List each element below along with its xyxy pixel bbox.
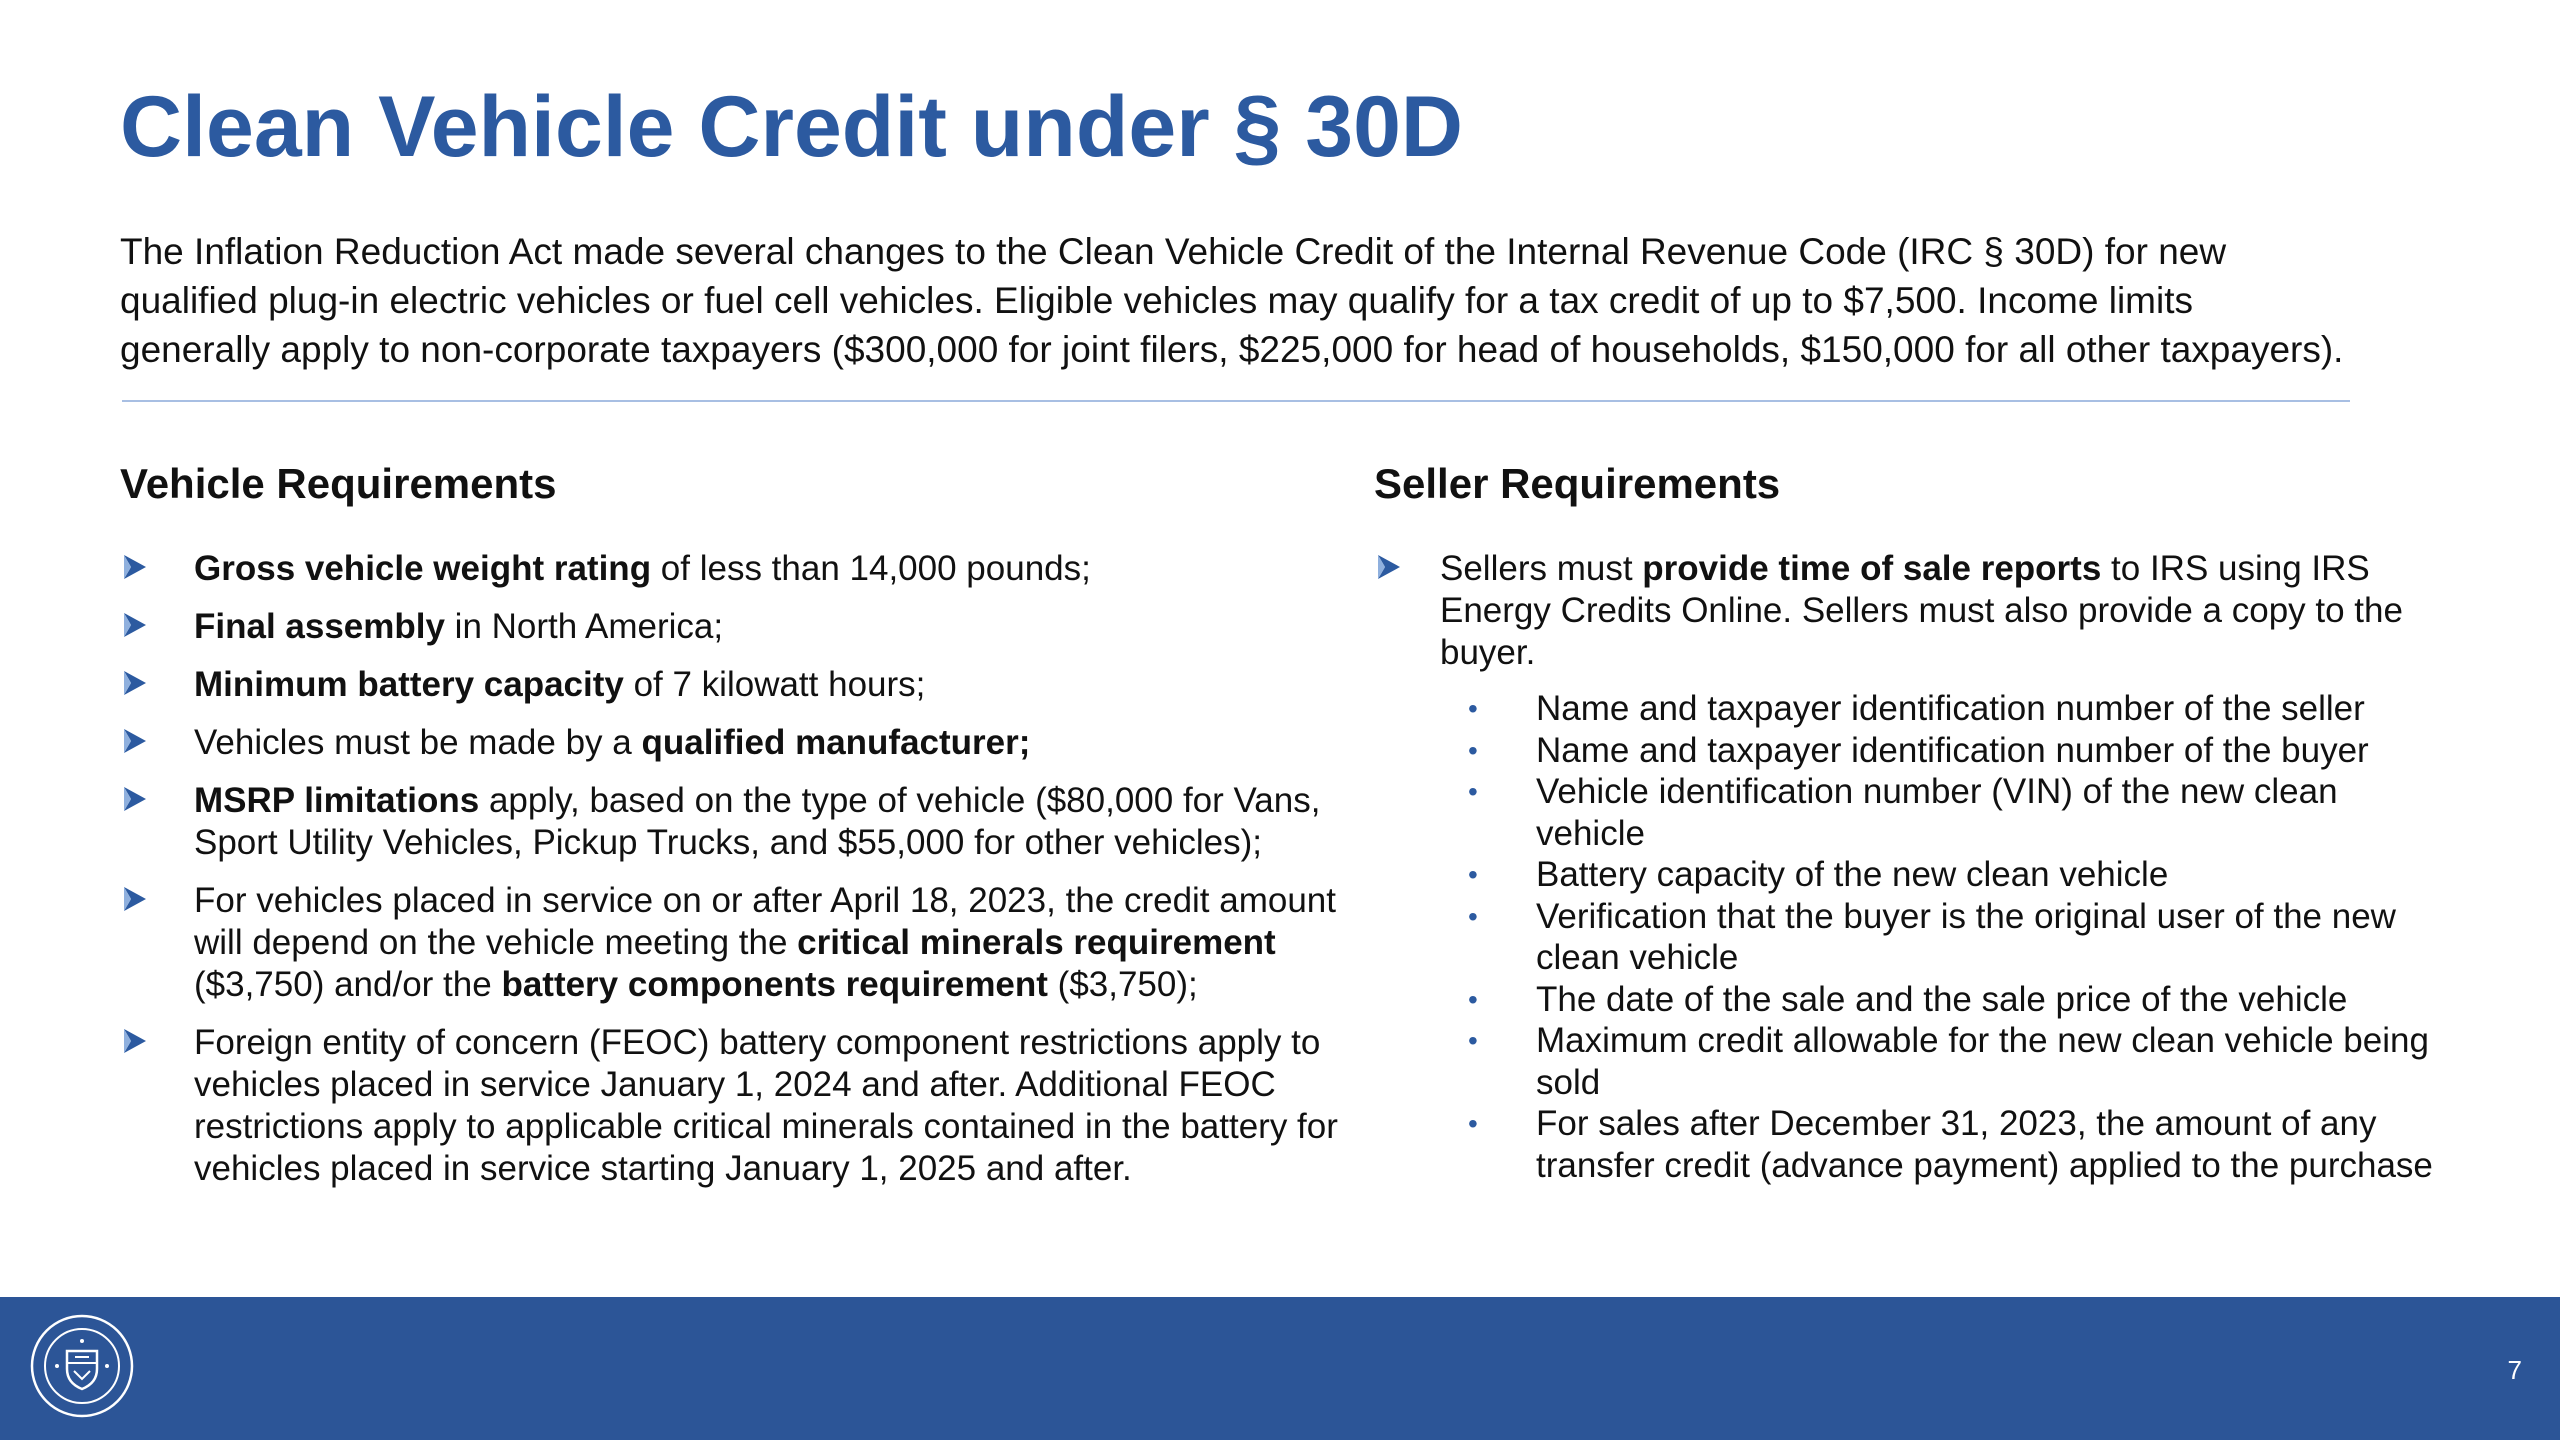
vehicle-requirements-heading: Vehicle Requirements — [120, 460, 557, 507]
arrow-bullet-icon — [1376, 552, 1402, 582]
sub-item-text: Verification that the buyer is the original user of the new clean vehicle — [1536, 896, 2396, 977]
item-text: ($3,750); — [1047, 965, 1198, 1004]
bold-text: critical minerals requirement — [797, 923, 1276, 962]
sub-item-text: Name and taxpayer identification number of the seller — [1536, 689, 2365, 728]
bullet-dot-icon: • — [1468, 693, 1478, 724]
list-item — [120, 722, 1350, 764]
list-item — [120, 606, 1350, 648]
list-item — [120, 1022, 1350, 1190]
slide-title: Clean Vehicle Credit under § 30D — [120, 79, 1464, 175]
sub-item-text: The date of the sale and the sale price of the vehicle — [1536, 979, 2348, 1019]
list-item — [120, 548, 1350, 590]
item-text: For vehicles placed in service on or after April 18, 2023, the credit amount will depend on the vehicle meeting the — [194, 881, 1336, 962]
arrow-bullet-icon — [122, 668, 148, 698]
bullet-dot-icon: • — [1468, 900, 1478, 932]
list-item — [120, 880, 1350, 1006]
sub-item-text: Name and taxpayer identification number of the buyer — [1536, 730, 2369, 770]
item-text: Foreign entity of concern (FEOC) battery component restrictions apply to vehicles placed in service January 1, 2024 and after. Additional FEOC restrictions apply to applicable critical minerals contained in the battery for vehicles placed in service starting January 1, 2025 and after. — [194, 1023, 1338, 1188]
list-item — [120, 664, 1350, 706]
sub-list-item — [1440, 896, 2434, 979]
item-text: of less than 14,000 pounds; — [651, 549, 1091, 588]
bullet-dot-icon: • — [1468, 859, 1478, 890]
arrow-bullet-icon — [122, 784, 148, 814]
intro-line-2: qualified plug-in electric vehicles or fuel cell vehicles. Eligible vehicles may qualify for a tax credit of up to $7,500. Income limits — [120, 280, 2193, 321]
seller-report-fields-list — [1440, 688, 2434, 1186]
item-text: ($3,750) and/or the — [194, 965, 502, 1004]
bold-text: battery components requirement — [501, 965, 1048, 1004]
bold-text: qualified manufacturer; — [641, 723, 1031, 762]
bullet-dot-icon: • — [1468, 1108, 1478, 1139]
sub-list-item — [1440, 979, 2434, 1021]
item-text: apply, based on the type of vehicle ($80,000 for Vans, Sport Utility Vehicles, Pickup Trucks, and $55,000 for other vehicles); — [194, 781, 1321, 862]
sub-item-text: Vehicle identification number (VIN) of the new clean vehicle — [1536, 772, 2338, 853]
sub-list-item — [1440, 1020, 2434, 1103]
arrow-bullet-icon — [122, 552, 148, 582]
bullet-dot-icon: • — [1468, 1025, 1478, 1056]
sub-item-text: Battery capacity of the new clean vehicle — [1536, 855, 2169, 894]
bold-text: Final assembly — [194, 607, 445, 646]
intro-line-1: The Inflation Reduction Act made several changes to the Clean Vehicle Credit of the Internal Revenue Code (IRC § 30D) for new — [120, 231, 2227, 272]
page-number: 7 — [2507, 1355, 2522, 1385]
arrow-bullet-icon — [122, 1026, 148, 1056]
item-text: in North America; — [444, 607, 724, 646]
arrow-bullet-icon — [122, 884, 148, 914]
sub-item-text: Maximum credit allowable for the new clean vehicle being sold — [1536, 1021, 2429, 1102]
bold-text: Gross vehicle weight rating — [194, 549, 652, 588]
vehicle-requirements-section — [120, 455, 1350, 1206]
vehicle-requirements-list — [120, 548, 1350, 1190]
item-text: Sellers must — [1440, 549, 1643, 588]
list-item — [1374, 548, 2434, 1186]
footer-bar — [0, 1297, 2560, 1440]
seller-requirements-heading: Seller Requirements — [1374, 460, 1781, 507]
bullet-dot-icon: • — [1468, 983, 1478, 1015]
intro-paragraph — [120, 227, 2460, 374]
bullet-dot-icon: • — [1468, 776, 1478, 807]
sub-list-item — [1440, 771, 2434, 854]
bullet-dot-icon: • — [1468, 734, 1478, 766]
sub-item-text: For sales after December 31, 2023, the amount of any transfer credit (advance payment) applied to the purchase — [1536, 1104, 2433, 1185]
bold-text: MSRP limitations — [194, 781, 480, 820]
arrow-bullet-icon — [122, 610, 148, 640]
item-text: to IRS using IRS Energy Credits Online. Sellers must also provide a copy to the buyer. — [1440, 549, 2403, 672]
seller-requirements-section — [1374, 455, 2434, 1202]
sub-list-item — [1440, 688, 2434, 730]
sub-list-item — [1440, 854, 2434, 896]
arrow-bullet-icon — [122, 726, 148, 756]
treasury-seal-icon — [29, 1313, 135, 1419]
sub-list-item — [1440, 1103, 2434, 1186]
section-divider — [122, 400, 2350, 402]
item-text: Vehicles must be made by a — [194, 723, 642, 762]
bold-text: Minimum battery capacity — [194, 665, 624, 704]
list-item — [120, 780, 1350, 864]
item-text: of 7 kilowatt hours; — [623, 665, 926, 704]
bold-text: provide time of sale reports — [1642, 549, 2102, 588]
sub-list-item — [1440, 730, 2434, 772]
intro-line-3: generally apply to non-corporate taxpayers ($300,000 for joint filers, $225,000 for head of households, $150,000 for all other taxpayers). — [120, 329, 2344, 370]
seller-requirements-list — [1374, 548, 2434, 1186]
